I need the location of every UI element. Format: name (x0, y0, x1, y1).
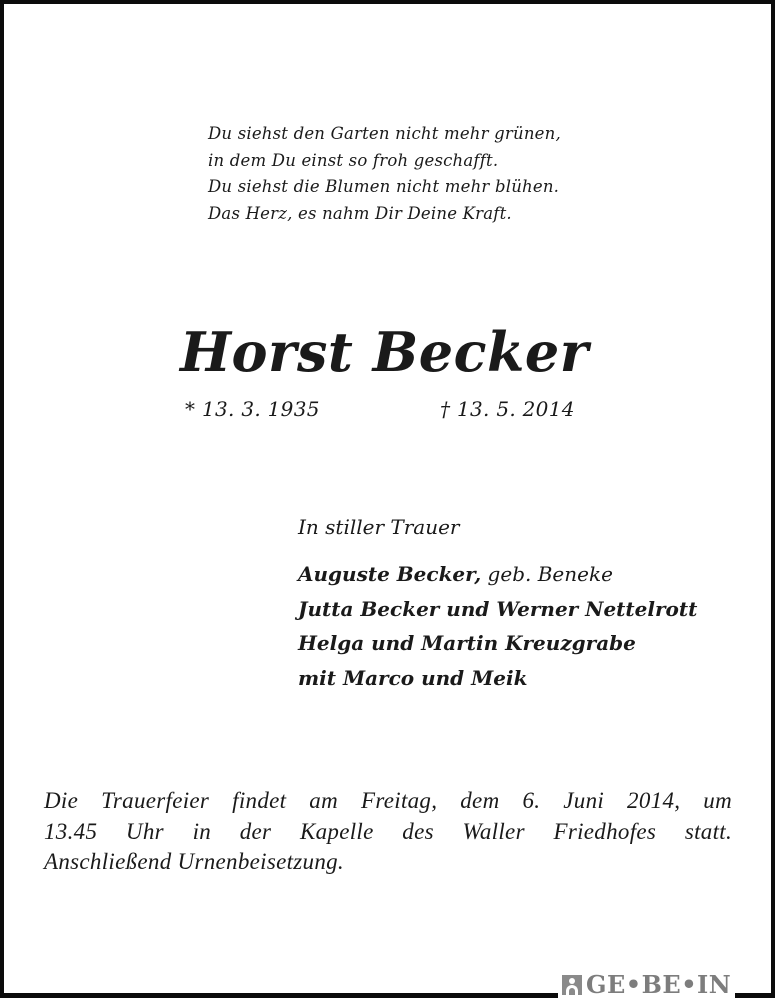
logo-text: GE•BE•IN (586, 970, 732, 999)
deceased-name: Horst Becker (180, 320, 589, 384)
poem (208, 121, 561, 227)
person-icon (562, 975, 582, 995)
mourner-name: mit Marco und Meik (298, 665, 528, 690)
notice-line: Anschließend Urnenbeisetzung. (44, 849, 344, 874)
mourner-name: Jutta Becker und Werner Nettelrott (298, 596, 698, 621)
funeral-notice (44, 786, 732, 878)
death-date: † 13. 5. 2014 (440, 397, 575, 421)
mourner-entry (298, 626, 697, 661)
mourner-name: Helga und Martin Kreuzgrabe (298, 631, 636, 655)
publisher-logo (558, 970, 735, 1000)
mourner-name: Auguste Becker, (298, 562, 482, 586)
poem-line: Du siehst den Garten nicht mehr grünen, (208, 124, 561, 143)
mourning-intro: In stiller Trauer (298, 515, 460, 539)
poem-line: in dem Du einst so froh geschafft. (208, 150, 499, 170)
poem-line: Das Herz, es nahm Dir Deine Kraft. (208, 203, 512, 223)
mourner-entry (298, 661, 697, 696)
mourner-maiden-name: geb. Beneke (481, 562, 613, 586)
mourners-list (298, 557, 697, 695)
mourner-entry (298, 592, 697, 627)
poem-line: Du siehst die Blumen nicht mehr blühen. (208, 177, 560, 196)
notice-line: 13.45 Uhr in der Kapelle des Waller Friedhofes statt. (44, 818, 732, 844)
birth-date: * 13. 3. 1935 (185, 397, 320, 421)
mourner-entry (298, 557, 697, 592)
notice-line: Die Trauerfeier findet am Freitag, dem 6. Juni 2014, um (44, 788, 732, 813)
